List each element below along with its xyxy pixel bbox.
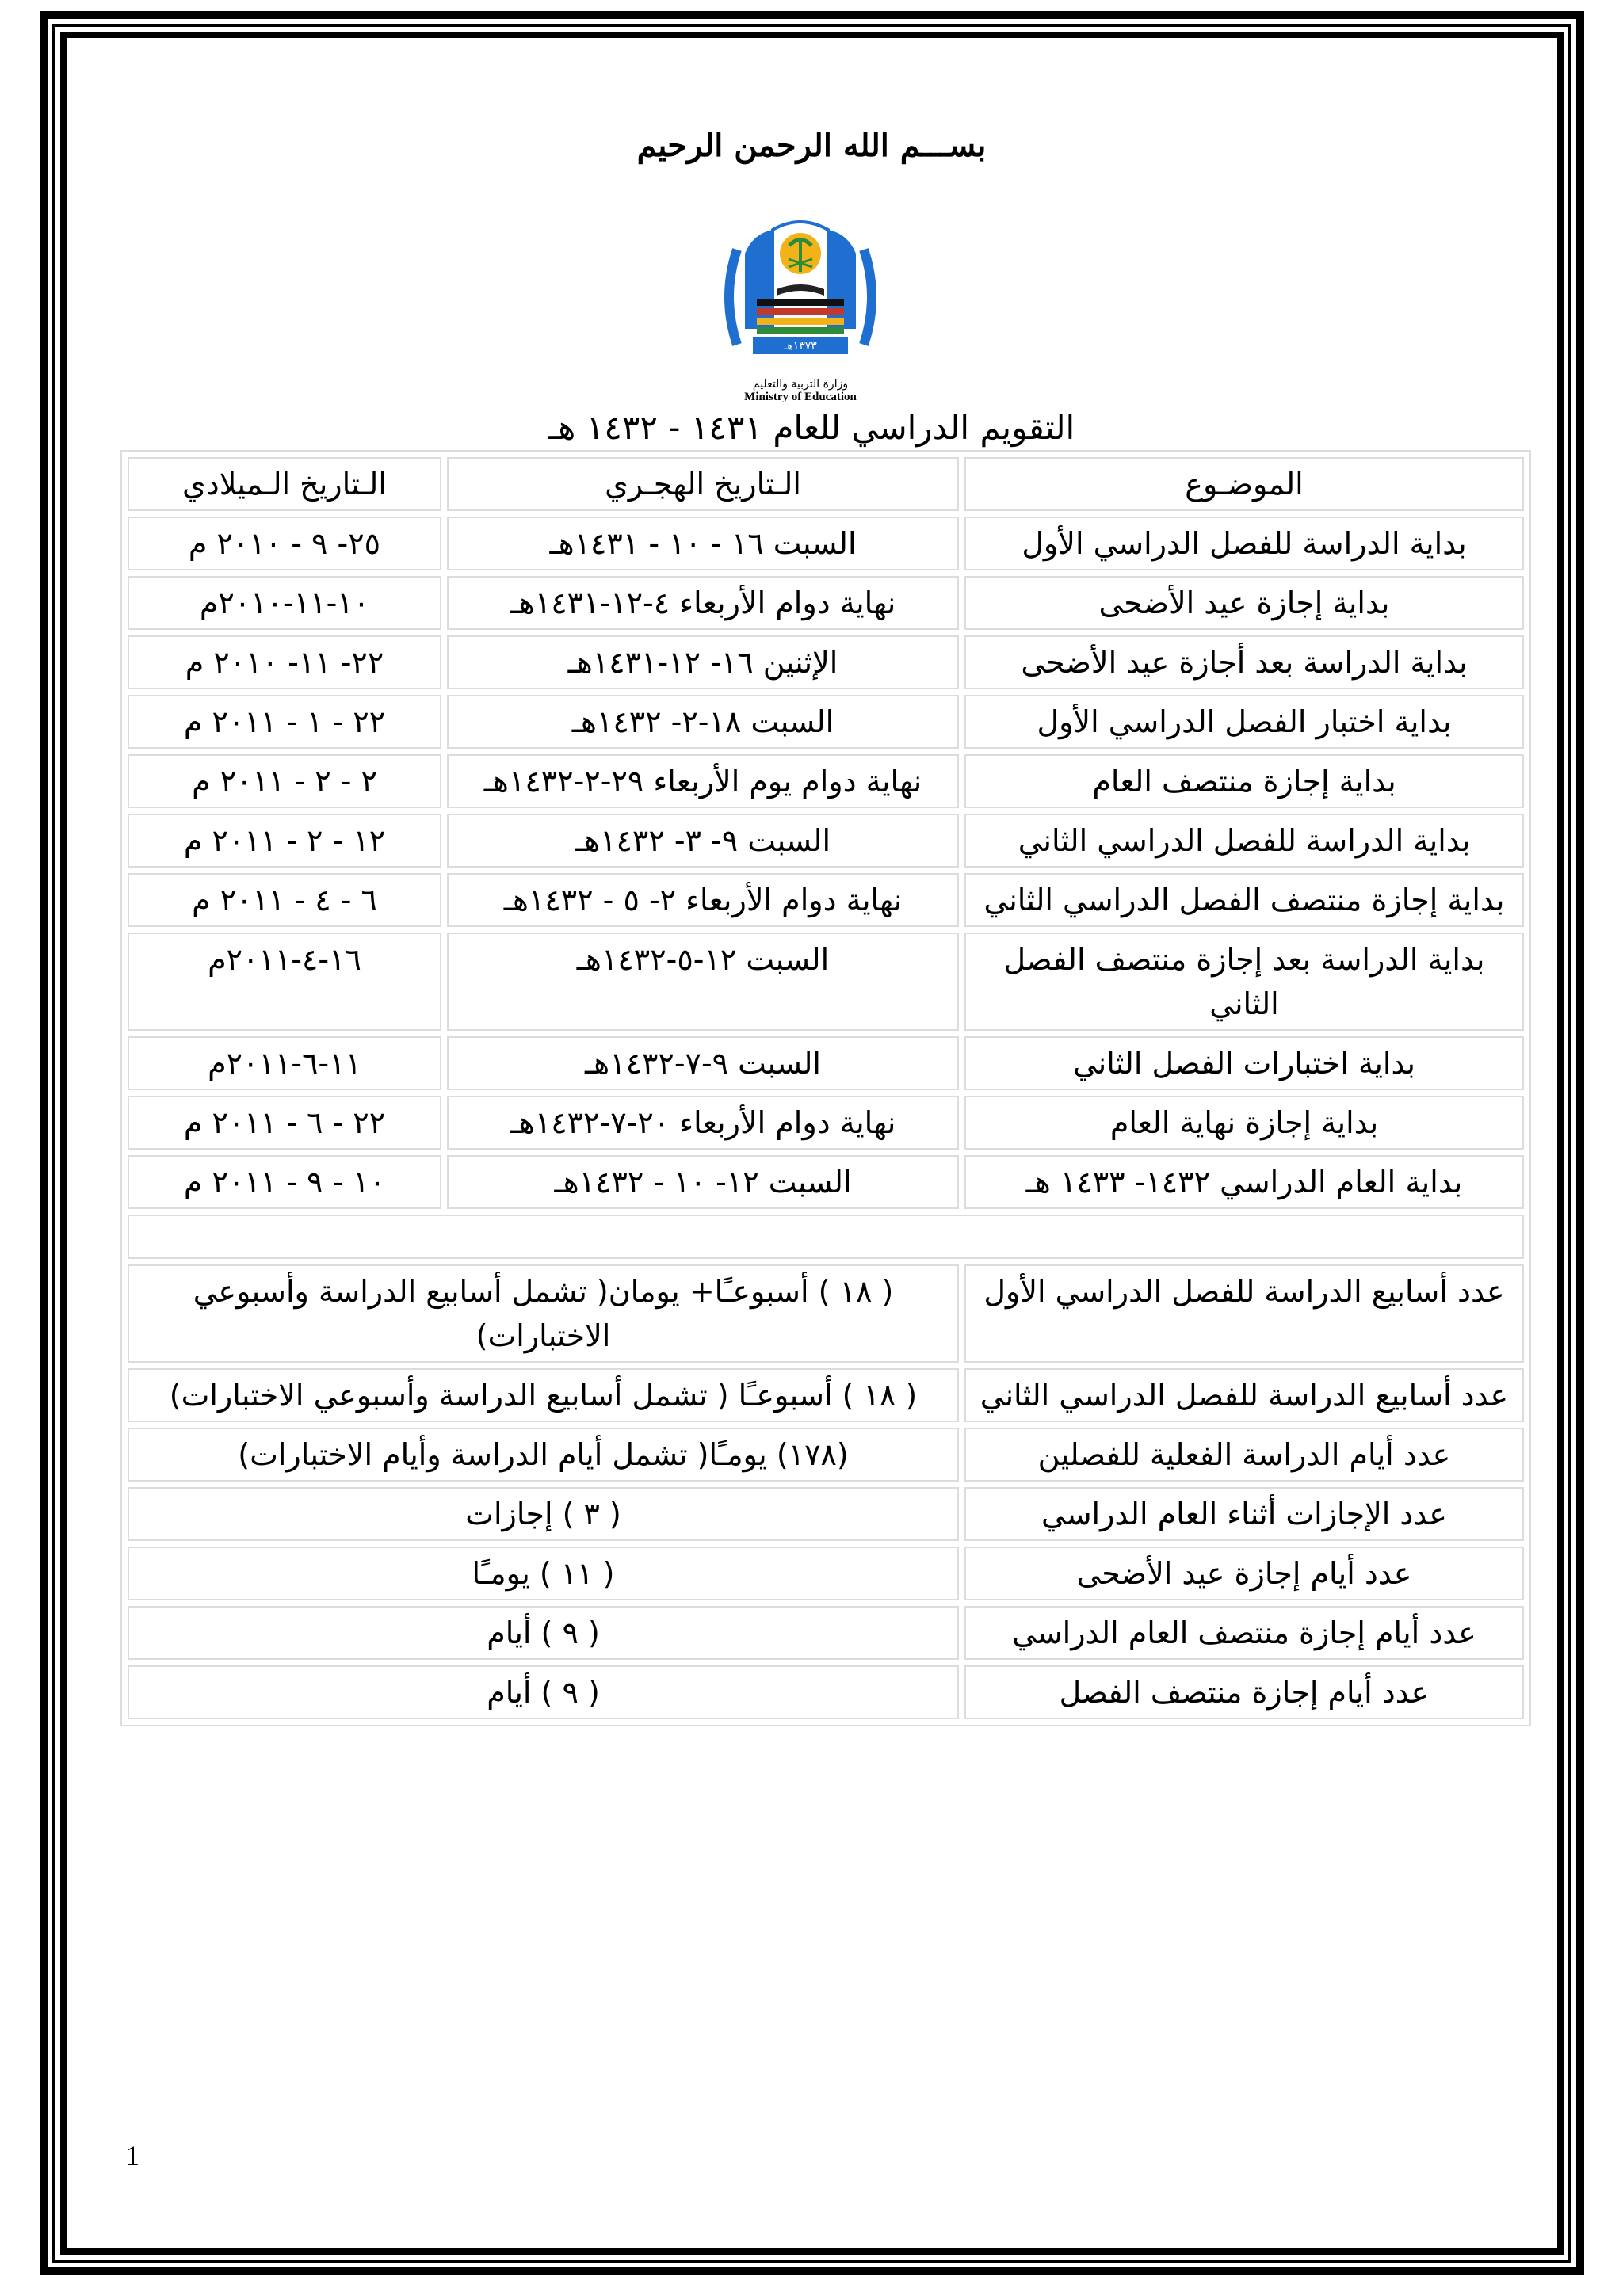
logo-english-text: Ministry of Education — [744, 391, 857, 403]
summary-label: عدد أسابيع الدراسة للفصل الدراسي الثاني — [964, 1368, 1524, 1422]
cell-hijri: السبت ١٢-٥-١٤٣٢هـ — [447, 933, 959, 1031]
table-header-row — [128, 457, 1524, 511]
table-row — [128, 1096, 1524, 1150]
cell-subject: بداية العام الدراسي ١٤٣٢- ١٤٣٣ هـ — [964, 1155, 1524, 1209]
cell-gregorian: ٢ - ٢ - ٢٠١١ م — [128, 754, 441, 808]
summary-value: ( ١٨ ) أسبوعـًا ( تشمل أسابيع الدراسة وأسبوعي الاختبارات) — [128, 1368, 959, 1422]
cell-gregorian: ١٠ - ٩ - ٢٠١١ م — [128, 1155, 441, 1209]
cell-hijri: نهاية دوام الأربعاء ٢- ٥ - ١٤٣٢هـ — [447, 873, 959, 927]
cell-hijri: السبت ٩- ٣- ١٤٣٢هـ — [447, 814, 959, 868]
summary-row — [128, 1368, 1524, 1422]
cell-subject: بداية الدراسة بعد إجازة منتصف الفصل الثاني — [964, 933, 1524, 1031]
cell-subject: بداية الدراسة للفصل الدراسي الأول — [964, 517, 1524, 570]
summary-label: عدد أيام الدراسة الفعلية للفصلين — [964, 1428, 1524, 1482]
academic-calendar-table — [120, 450, 1531, 1726]
cell-hijri: السبت ١٦ - ١٠ - ١٤٣١هـ — [447, 517, 959, 570]
header-subject: الموضـوع — [964, 457, 1524, 511]
summary-row — [128, 1428, 1524, 1482]
cell-subject: بداية إجازة نهاية العام — [964, 1096, 1524, 1150]
summary-label: عدد الإجازات أثناء العام الدراسي — [964, 1487, 1524, 1541]
summary-row — [128, 1487, 1524, 1541]
table-row — [128, 517, 1524, 570]
page-number: 1 — [125, 2140, 139, 2172]
cell-subject: بداية إجازة منتصف العام — [964, 754, 1524, 808]
summary-label: عدد أسابيع الدراسة للفصل الدراسي الأول — [964, 1264, 1524, 1363]
spacer-row — [128, 1215, 1524, 1259]
summary-value: ( ١٨ ) أسبوعـًا+ يومان( تشمل أسابيع الدراسة وأسبوعي الاختبارات) — [128, 1264, 959, 1363]
table-row — [128, 1036, 1524, 1090]
cell-subject: بداية اختبارات الفصل الثاني — [964, 1036, 1524, 1090]
summary-value: ( ٣ ) إجازات — [128, 1487, 959, 1541]
summary-label: عدد أيام إجازة عيد الأضحى — [964, 1547, 1524, 1600]
table-row — [128, 576, 1524, 630]
cell-gregorian: ١٠-١١-٢٠١٠م — [128, 576, 441, 630]
document-title: التقويم الدراسي للعام ١٤٣١ - ١٤٣٢ هـ — [548, 408, 1075, 447]
table-row — [128, 754, 1524, 808]
cell-hijri: السبت ١٨-٢- ١٤٣٢هـ — [447, 695, 959, 749]
summary-value: ( ٩ ) أيام — [128, 1665, 959, 1719]
header-gregorian: الـتاريخ الـميلادي — [128, 457, 441, 511]
summary-value: ( ١١ ) يومـًا — [128, 1547, 959, 1600]
ministry-emblem-icon — [713, 210, 888, 376]
cell-gregorian: ٢٢ - ١ - ٢٠١١ م — [128, 695, 441, 749]
cell-subject: بداية الدراسة بعد أجازة عيد الأضحى — [964, 635, 1524, 689]
table-row — [128, 695, 1524, 749]
cell-gregorian: ١١-٦-٢٠١١م — [128, 1036, 441, 1090]
cell-gregorian: ١٢ - ٢ - ٢٠١١ م — [128, 814, 441, 868]
cell-subject: بداية إجازة عيد الأضحى — [964, 576, 1524, 630]
logo-arabic-text: وزارة التربية والتعليم — [752, 378, 849, 391]
logo-year-mark: ١٣٧٣هـ — [784, 340, 817, 353]
cell-subject: بداية إجازة منتصف الفصل الدراسي الثاني — [964, 873, 1524, 927]
basmala: بســـم الله الرحمن الرحيم — [636, 127, 987, 164]
summary-value: (١٧٨) يومـًا( تشمل أيام الدراسة وأيام الاختبارات) — [128, 1428, 959, 1482]
cell-hijri: السبت ٩-٧-١٤٣٢هـ — [447, 1036, 959, 1090]
cell-subject: بداية الدراسة للفصل الدراسي الثاني — [964, 814, 1524, 868]
cell-hijri: نهاية دوام الأربعاء ٤-١٢-١٤٣١هـ — [447, 576, 959, 630]
cell-hijri: نهاية دوام الأربعاء ٢٠-٧-١٤٣٢هـ — [447, 1096, 959, 1150]
cell-gregorian: ٢٢ - ٦ - ٢٠١١ م — [128, 1096, 441, 1150]
summary-row — [128, 1264, 1524, 1363]
cell-gregorian: ١٦-٤-٢٠١١م — [128, 933, 441, 1031]
summary-value: ( ٩ ) أيام — [128, 1606, 959, 1660]
cell-subject: بداية اختبار الفصل الدراسي الأول — [964, 695, 1524, 749]
header-hijri: الـتاريخ الهجـري — [447, 457, 959, 511]
summary-row — [128, 1547, 1524, 1600]
cell-hijri: نهاية دوام يوم الأربعاء ٢٩-٢-١٤٣٢هـ — [447, 754, 959, 808]
summary-label: عدد أيام إجازة منتصف الفصل — [964, 1665, 1524, 1719]
cell-gregorian: ٢٢- ١١- ٢٠١٠ م — [128, 635, 441, 689]
cell-hijri: السبت ١٢- ١٠ - ١٤٣٢هـ — [447, 1155, 959, 1209]
cell-hijri: الإثنين ١٦- ١٢-١٤٣١هـ — [447, 635, 959, 689]
summary-row — [128, 1606, 1524, 1660]
table-row — [128, 635, 1524, 689]
table-row — [128, 873, 1524, 927]
table-row — [128, 814, 1524, 868]
table-row — [128, 1155, 1524, 1209]
spacer-cell — [128, 1215, 1524, 1259]
summary-label: عدد أيام إجازة منتصف العام الدراسي — [964, 1606, 1524, 1660]
cell-gregorian: ٢٥- ٩ - ٢٠١٠ م — [128, 517, 441, 570]
ministry-logo — [713, 210, 888, 408]
cell-gregorian: ٦ - ٤ - ٢٠١١ م — [128, 873, 441, 927]
table-row — [128, 933, 1524, 1031]
summary-row — [128, 1665, 1524, 1719]
